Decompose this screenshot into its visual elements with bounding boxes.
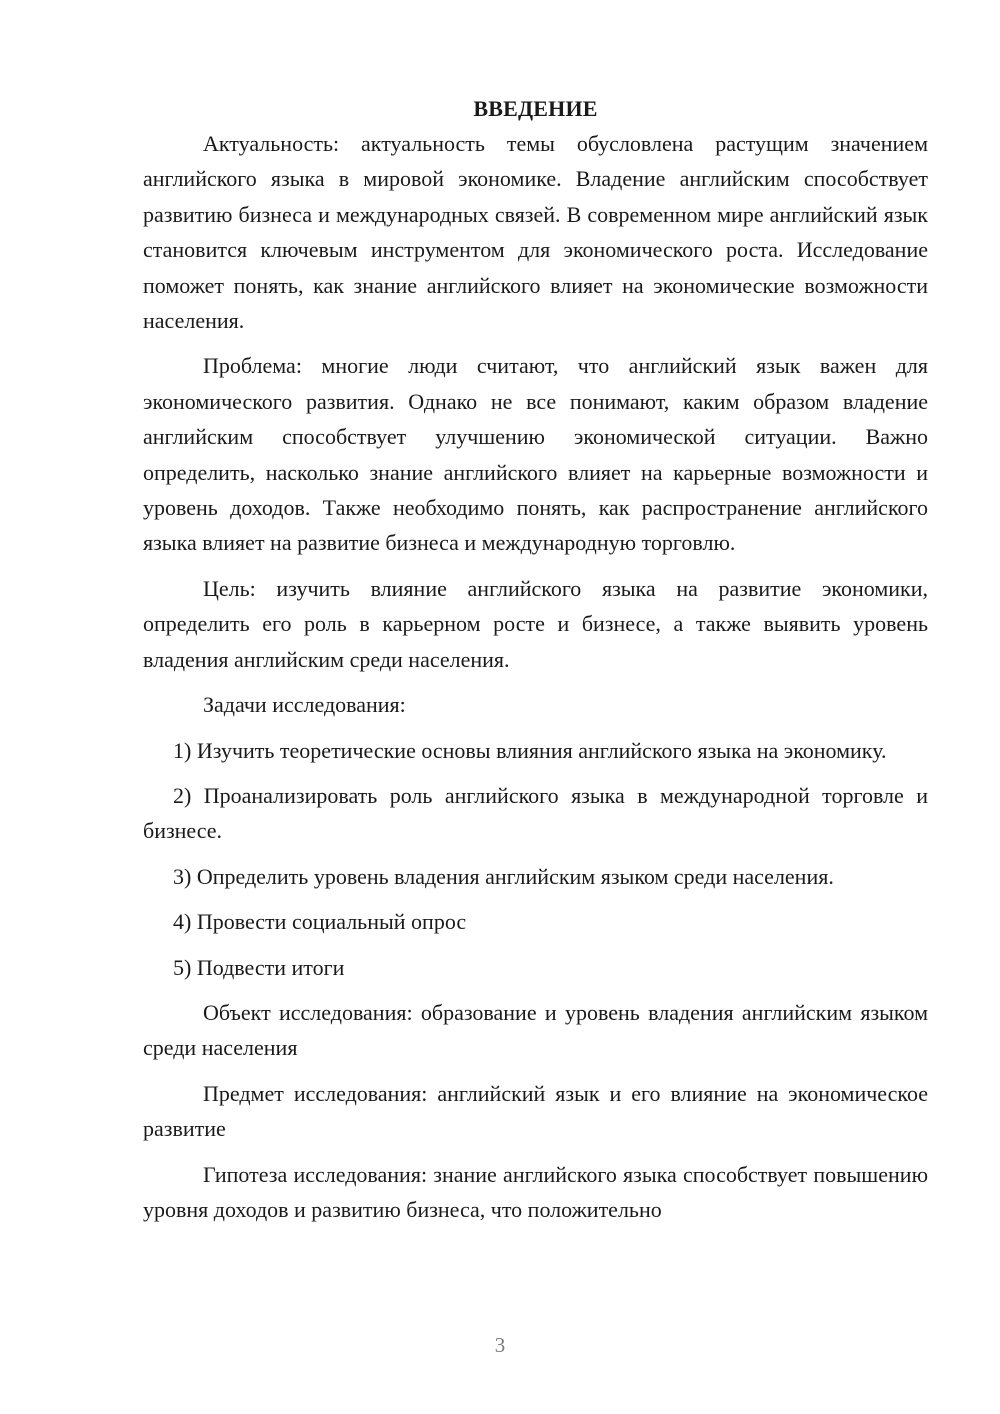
paragraph-object: Объект исследования: образование и уровень владения английским языком среди населения — [143, 999, 928, 1061]
paragraph-problem: Проблема: многие люди считают, что английский язык важен для экономического развития. Однако не все понимают, каким образом владение английским способствует улучшению экономической ситуации. Важно определить, насколько знание английского влияет на карьерные возможности и уровень доходов. Также необходимо понять, как распространение английского языка влияет на развитие бизнеса и международную торговлю. — [143, 353, 928, 556]
tasks-heading: Задачи исследования: — [203, 692, 406, 718]
task-item-3: 3) Определить уровень владения английским языком среди населения. — [173, 863, 834, 889]
paragraph-hypothesis: Гипотеза исследования: знание английского языка способствует повышению уровня доходов и развитию бизнеса, что положительно — [143, 1161, 928, 1222]
paragraph-goal: Цель: изучить влияние английского языка на развитие экономики, определить его роль в карьерном росте и бизнесе, а также выявить уровень владения английским среди населения. — [143, 575, 928, 672]
task-item-1: 1) Изучить теоретические основы влияния английского языка на экономику. — [173, 737, 887, 763]
paragraph-relevance: Актуальность: актуальность темы обусловлена растущим значением английского языка в мировой экономике. Владение английским способствует развитию бизнеса и международных связей. В современном мире английский язык становится ключевым инструментом для экономического роста. Исследование поможет понять, как знание английского влияет на экономические возможности населения. — [143, 131, 928, 334]
task-item-4: 4) Провести социальный опрос — [173, 909, 467, 935]
page-number: 3 — [494, 1333, 506, 1357]
task-item-2: 2) Проанализировать роль английского языка в международной торговле и бизнесе. — [143, 782, 928, 844]
document-page — [143, 92, 928, 1227]
paragraph-subject: Предмет исследования: английский язык и его влияние на экономическое развитие — [143, 1080, 928, 1142]
page-title: ВВЕДЕНИЕ — [473, 96, 598, 121]
task-item-5: 5) Подвести итоги — [173, 954, 345, 980]
